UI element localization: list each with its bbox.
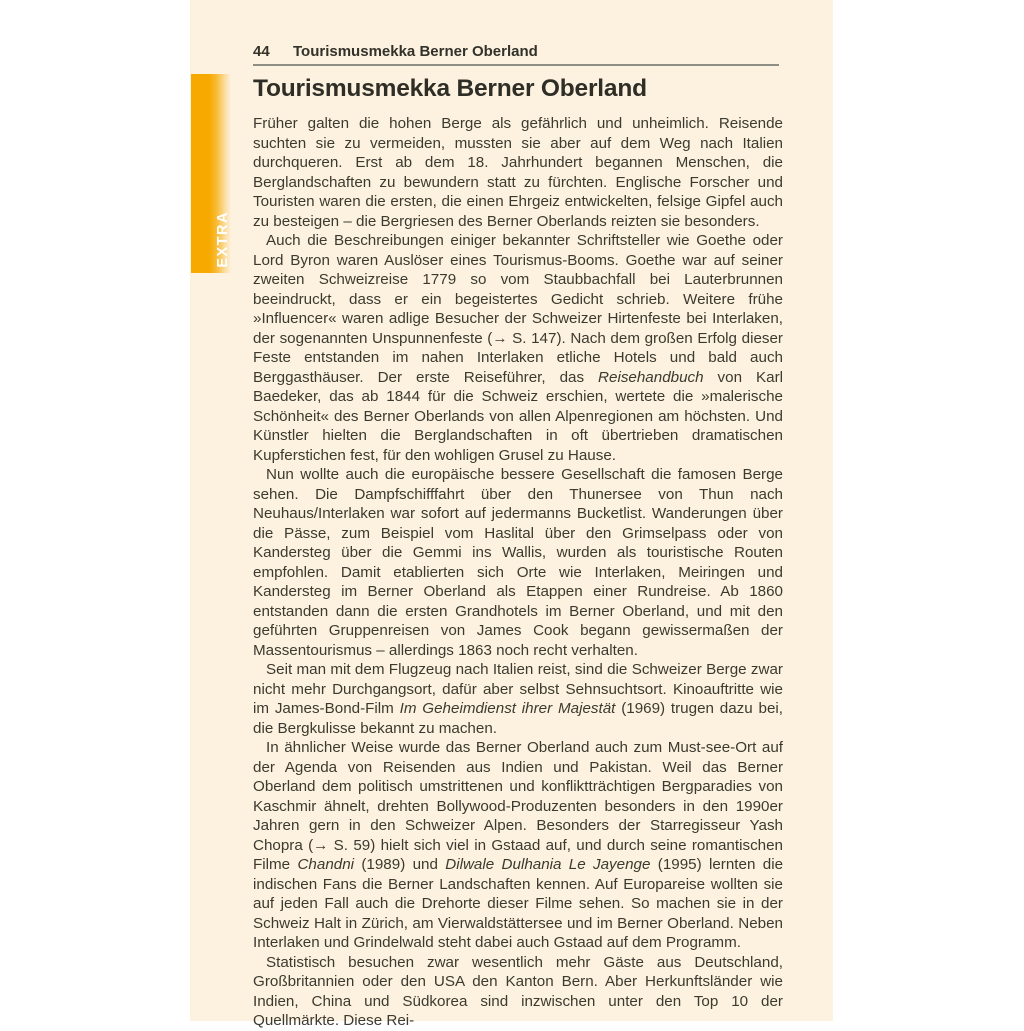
italic-run: Im Geheimdienst ihrer Majestät: [399, 700, 616, 717]
body-text: [253, 114, 783, 1031]
extra-tab-label: EXTRA: [215, 211, 231, 268]
running-header: [253, 0, 779, 66]
text-run: (1989) und: [354, 856, 446, 873]
body-paragraph: [253, 660, 783, 738]
body-paragraph: [253, 231, 783, 465]
text-run: Nun wollte auch die europäische bessere Gesellschaft die famosen Berge sehen. Die Dampfschifffahrt über den Thunersee von Thun nach Neuhaus/Interlaken war sofort auf jedermanns Bucketlist. Wanderungen über die Pässe, zum Beispiel vom Haslital über den Grimselpass oder von Kandersteg über die Gemmi ins Wallis, wurden als touristische Routen empfohlen. Damit etablierten sich Orte wie Interlaken, Meiringen und Kandersteg im Berner Oberland als Etappen einer Rundreise. Ab 1860 entstanden dann die ersten Grandhotels im Berner Oberland, und mit den geführten Gruppenreisen von James Cook begann gewissermaßen der Massentourismus – allerdings 1863 noch recht verhalten.: [253, 466, 783, 659]
italic-run: Chandni: [297, 856, 355, 873]
text-run: Auch die Beschreibungen einiger bekannter Schriftsteller wie Goethe oder Lord Byron waren Auslöser eines Tourismus-Booms. Goethe war auf seiner zweiten Schweizreise 1779 so vom Staubbachfall bei Lauterbrunnen beeindruckt, dass er ein begeistertes Gedicht schrieb. Weitere frühe »Influencer« waren adlige Besucher der Schweizer Hirtenfeste bei Interlaken, der sogenannten Unspunnenfeste (→ S. 147). Nach dem großen Erfolg dieser Feste entstanden im nahen Interlaken etliche Hotels und bald auch Berggasthäuser. Der erste Reiseführer, das: [253, 232, 783, 386]
extra-category-tab: [191, 74, 231, 273]
text-run: (1969) trugen dazu bei, die Bergkulisse bekannt zu machen.: [253, 700, 783, 737]
text-run: Statistisch besuchen zwar wesentlich mehr Gäste aus Deutschland, Großbritannien oder den USA den Kanton Bern. Aber Herkunftsländer wie Indien, China und Südkorea sind inzwischen unter den Top 10 der Quellmärkte. Diese Rei-: [253, 953, 783, 1029]
page-content: [253, 0, 783, 1031]
book-page: [190, 0, 833, 1029]
body-paragraph: [253, 953, 783, 1031]
text-run: von Karl Baedeker, das ab 1844 für die Schweiz erschien, wertete die »malerische Schönheit« des Berner Oberlands von allen Alpenregionen am höchsten. Und Künstler hielten die Berglandschaften in oft übertrieben dramatischen Kupferstichen fest, für den wohligen Grusel zu Hause.: [253, 368, 784, 464]
italic-run: Dilwale Dulhania Le Jayenge: [445, 856, 651, 873]
body-paragraph: [253, 465, 783, 660]
body-paragraph: [253, 114, 783, 231]
page-title: Tourismusmekka Berner Oberland: [253, 75, 647, 102]
page-number: 44: [253, 43, 270, 60]
text-run: (1995) lernten die indischen Fans die Berner Landschaften kennen. Auf Europareise wollten sie auf jeden Fall auch die Drehorte dieser Filme sehen. So machen sie in der Schweiz Halt in Zürich, am Vierwaldstättersee und im Berner Oberland. Neben Interlaken und Grindelwald steht dabei auch Gstaad auf dem Programm.: [253, 856, 784, 951]
body-paragraph: [253, 738, 783, 953]
italic-run: Reisehandbuch: [598, 368, 704, 386]
running-title: Tourismusmekka Berner Oberland: [293, 43, 538, 60]
text-run: Früher galten die hohen Berge als gefährlich und unheimlich. Reisende suchten sie zu vermeiden, mussten sie aber auf dem Weg nach Italien durchqueren. Erst ab dem 18. Jahrhundert begannen Menschen, die Berglandschaften zu bewundern statt zu fürchten. Englische Forscher und Touristen waren die ersten, die einen Ehrgeiz entwickelten, felsige Gipfel auch zu besteigen – die Bergriesen des Berner Oberlands reizten sie besonders.: [253, 115, 783, 230]
text-run: Seit man mit dem Flugzeug nach Italien reist, sind die Schweizer Berge zwar nicht mehr Durchgangsort, dafür aber selbst Sehnsuchtsort. Kinoauftritte wie im James-Bond-Film: [253, 661, 783, 717]
text-run: In ähnlicher Weise wurde das Berner Oberland auch zum Must-see-Ort auf der Agenda von Reisenden aus Indien und Pakistan. Weil das Berner Oberland dem politisch umstrittenen und konfliktträchtigen Bergparadies von Kaschmir ähnelt, drehten Bollywood-Produzenten besonders in den 1990er Jahren gern in den Schweizer Alpen. Besonders der Starregisseur Yash Chopra (→ S. 59) hielt sich viel in Gstaad auf, und durch seine romantischen Filme: [253, 739, 783, 873]
